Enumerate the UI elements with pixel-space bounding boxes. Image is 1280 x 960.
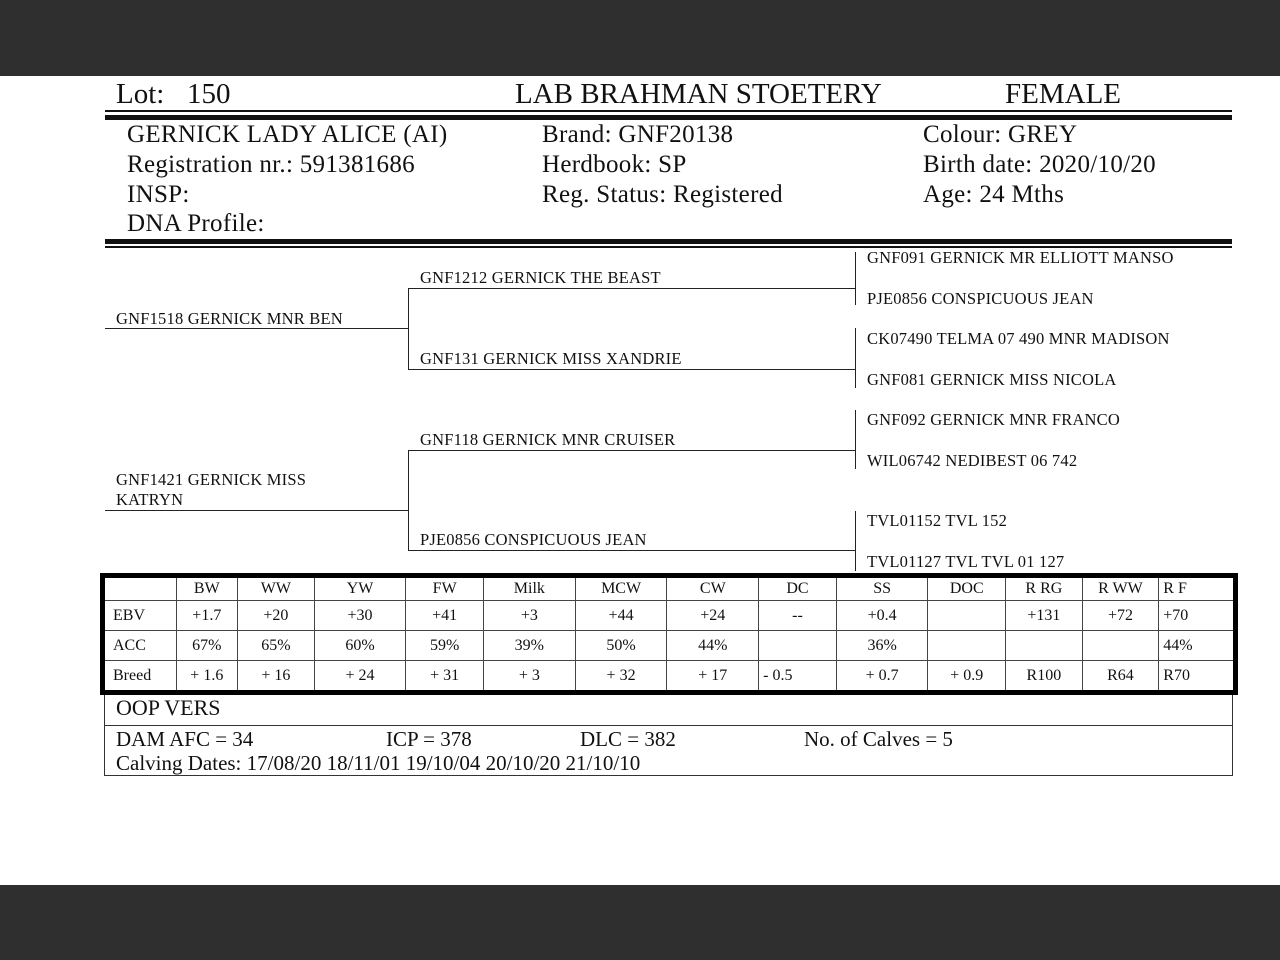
dam-sire-line <box>409 450 855 451</box>
breed-cell: - 0.5 <box>759 661 837 693</box>
ebv-cell: -- <box>759 601 837 631</box>
lot-label: Lot: <box>116 78 165 110</box>
ebv-col-header: FW <box>406 576 484 601</box>
ebv-cell: +72 <box>1082 601 1159 631</box>
sire-sire-name: GNF1212 GERNICK THE BEAST <box>420 268 661 287</box>
ebv-row <box>103 601 1236 631</box>
oop-section <box>104 695 1233 726</box>
registration-status: Reg. Status: Registered <box>542 181 783 208</box>
insp-label: INSP: <box>127 181 190 208</box>
acc-cell: 44% <box>1159 631 1236 661</box>
dam-name-line1: GNF1421 GERNICK MISS <box>116 470 307 489</box>
pedigree-card <box>0 76 1280 885</box>
dam-name-line2: KATRYN <box>116 490 184 509</box>
dam-section <box>104 725 1233 776</box>
dam-dam-line <box>409 550 855 551</box>
ebv-col-header: DC <box>759 576 837 601</box>
ggp-bracket-2 <box>855 328 856 388</box>
dam-bracket <box>408 450 409 551</box>
breed-row-label: Breed <box>103 661 177 693</box>
ebv-cell: +24 <box>667 601 759 631</box>
herdbook: Herdbook: SP <box>542 151 687 178</box>
ebv-cell: +131 <box>1006 601 1083 631</box>
dam-sire-name: GNF118 GERNICK MNR CRUISER <box>420 430 676 449</box>
breed-cell: + 0.7 <box>836 661 928 693</box>
animal-name: GERNICK LADY ALICE (AI) <box>127 121 448 148</box>
ebv-cell: +0.4 <box>836 601 928 631</box>
ebv-col-header: R F <box>1159 576 1236 601</box>
acc-cell <box>1082 631 1159 661</box>
ebv-col-header: DOC <box>928 576 1006 601</box>
icp: ICP = 378 <box>386 727 472 751</box>
sire-sire-line <box>409 288 855 289</box>
dam-line <box>105 510 409 511</box>
acc-cell: 39% <box>483 631 575 661</box>
ebv-cell: +41 <box>406 601 484 631</box>
ggp-7: TVL01152 TVL 152 <box>867 511 1008 530</box>
ebv-col-header: MCW <box>575 576 667 601</box>
breed-row <box>103 661 1236 693</box>
ebv-cell: +44 <box>575 601 667 631</box>
breed-cell: + 32 <box>575 661 667 693</box>
ebv-header-row <box>103 576 1236 601</box>
acc-cell: 36% <box>836 631 928 661</box>
dam-dam-name: PJE0856 CONSPICUOUS JEAN <box>420 530 647 549</box>
breed-cell: + 24 <box>314 661 406 693</box>
ebv-cell: +1.7 <box>176 601 237 631</box>
ggp-bracket-4 <box>855 511 856 571</box>
acc-cell: 59% <box>406 631 484 661</box>
colour: Colour: GREY <box>923 121 1078 148</box>
birth-date: Birth date: 2020/10/20 <box>923 151 1156 178</box>
ggp-4: GNF081 GERNICK MISS NICOLA <box>867 370 1117 389</box>
ebv-col-header: YW <box>314 576 406 601</box>
breed-cell: + 3 <box>483 661 575 693</box>
ebv-cell: +70 <box>1159 601 1236 631</box>
acc-cell: 60% <box>314 631 406 661</box>
breed-cell: + 1.6 <box>176 661 237 693</box>
ebv-cell <box>928 601 1006 631</box>
sire-name: GNF1518 GERNICK MNR BEN <box>116 309 343 328</box>
breed-cell: + 16 <box>238 661 315 693</box>
acc-cell: 67% <box>176 631 237 661</box>
ebv-cell: +20 <box>238 601 315 631</box>
acc-cell: 44% <box>667 631 759 661</box>
ebv-col-header: Milk <box>483 576 575 601</box>
acc-cell <box>1006 631 1083 661</box>
sex-label: FEMALE <box>1005 78 1121 110</box>
registration-number: Registration nr.: 591381686 <box>127 151 415 178</box>
ggp-5: GNF092 GERNICK MNR FRANCO <box>867 410 1120 429</box>
ebv-col-header: WW <box>238 576 315 601</box>
dam-afc: DAM AFC = 34 <box>116 727 254 751</box>
breed-cell: + 31 <box>406 661 484 693</box>
ggp-3: CK07490 TELMA 07 490 MNR MADISON <box>867 329 1170 348</box>
acc-cell <box>928 631 1006 661</box>
breed-cell: R64 <box>1082 661 1159 693</box>
ggp-bracket-3 <box>855 410 856 469</box>
acc-cell: 50% <box>575 631 667 661</box>
ggp-8: TVL01127 TVL TVL 01 127 <box>867 552 1065 571</box>
breed-cell: + 0.9 <box>928 661 1006 693</box>
ggp-6: WIL06742 NEDIBEST 06 742 <box>867 451 1078 470</box>
acc-cell: 65% <box>238 631 315 661</box>
ebv-row-label: EBV <box>103 601 177 631</box>
ebv-cell: +30 <box>314 601 406 631</box>
info-rule-thick <box>105 239 1232 244</box>
ggp-1: GNF091 GERNICK MR ELLIOTT MANSO <box>867 248 1174 267</box>
ggp-2: PJE0856 CONSPICUOUS JEAN <box>867 289 1094 308</box>
breed-cell: R70 <box>1159 661 1236 693</box>
ebv-table <box>100 573 1238 695</box>
breed-cell: R100 <box>1006 661 1083 693</box>
sire-dam-line <box>409 369 855 370</box>
ebv-col-header <box>103 576 177 601</box>
ebv-cell: +3 <box>483 601 575 631</box>
ebv-col-header: BW <box>176 576 237 601</box>
acc-cell <box>759 631 837 661</box>
brand: Brand: GNF20138 <box>542 121 734 148</box>
lot-number: 150 <box>187 78 231 110</box>
header-rule-thin <box>105 110 1232 112</box>
acc-row-label: ACC <box>103 631 177 661</box>
ebv-col-header: CW <box>667 576 759 601</box>
ebv-col-header: R WW <box>1082 576 1159 601</box>
header-rule-thick <box>105 115 1232 120</box>
dlc: DLC = 382 <box>580 727 676 751</box>
acc-row <box>103 631 1236 661</box>
age: Age: 24 Mths <box>923 181 1065 208</box>
oop-label: OOP VERS <box>116 695 221 720</box>
sire-bracket <box>408 288 409 370</box>
number-of-calves: No. of Calves = 5 <box>804 727 953 751</box>
calving-dates: Calving Dates: 17/08/20 18/11/01 19/10/04 20/10/20 21/10/10 <box>116 751 641 775</box>
ebv-col-header: R RG <box>1006 576 1083 601</box>
breeder-name: LAB BRAHMAN STOETERY <box>515 78 882 110</box>
ggp-bracket-1 <box>855 252 856 305</box>
sire-dam-name: GNF131 GERNICK MISS XANDRIE <box>420 349 682 368</box>
breed-cell: + 17 <box>667 661 759 693</box>
dna-profile-label: DNA Profile: <box>127 210 265 237</box>
ebv-col-header: SS <box>836 576 928 601</box>
